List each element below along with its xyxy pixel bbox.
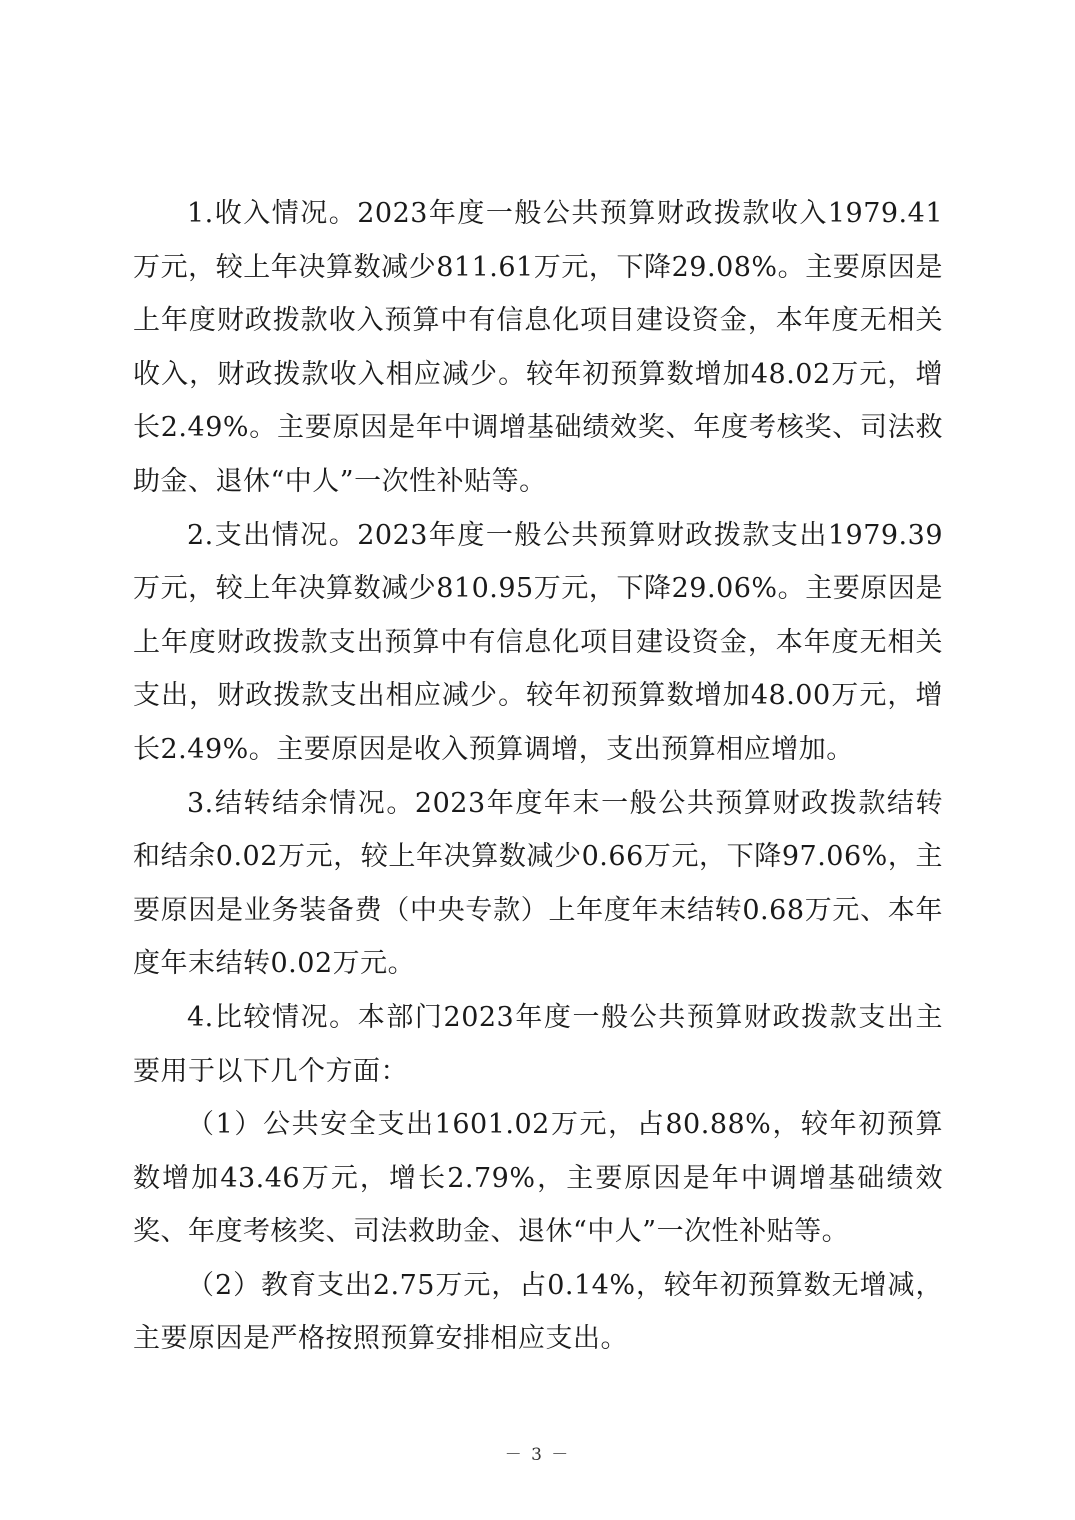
paragraph-expenditure: 2.支出情况。2023年度一般公共预算财政拨款支出1979.39万元，较上年决算数减少810.95万元，下降29.06%。主要原因是上年度财政拨款支出预算中有信息化项目建设资金，本年度无相关支出，财政拨款支出相应减少。较年初预算数增加48.00万元，增长2.49%。主要原因是收入预算调增，支出预算相应增加。 (133, 519, 943, 765)
paragraph-income: 1.收入情况。2023年度一般公共预算财政拨款收入1979.41万元，较上年决算数减少811.61万元，下降29.08%。主要原因是上年度财政拨款收入预算中有信息化项目建设资金，本年度无相关收入，财政拨款收入相应减少。较年初预算数增加48.02万元，增长2.49%。主要原因是年中调增基础绩效奖、年度考核奖、司法救助金、退休“中人”一次性补贴等。 (133, 198, 943, 497)
paragraph-comparison: 4.比较情况。本部门2023年度一般公共预算财政拨款支出主要用于以下几个方面： (133, 1001, 943, 1087)
body-text (133, 187, 943, 1366)
paragraph-education: （2）教育支出2.75万元，占0.14%，较年初预算数无增减，主要原因是严格按照预算安排相应支出。 (133, 1269, 943, 1355)
paragraph-public-safety: （1）公共安全支出1601.02万元，占80.88%，较年初预算数增加43.46万元，增长2.79%，主要原因是年中调增基础绩效奖、年度考核奖、司法救助金、退休“中人”一次性补贴等。 (133, 1109, 943, 1248)
page-number: － 3 － (504, 1445, 571, 1465)
paragraph-carryover: 3.结转结余情况。2023年度年末一般公共预算财政拨款结转和结余0.02万元，较上年决算数减少0.66万元，下降97.06%，主要原因是业务装备费（中央专款）上年度年末结转0.68万元、本年度年末结转0.02万元。 (133, 787, 943, 980)
